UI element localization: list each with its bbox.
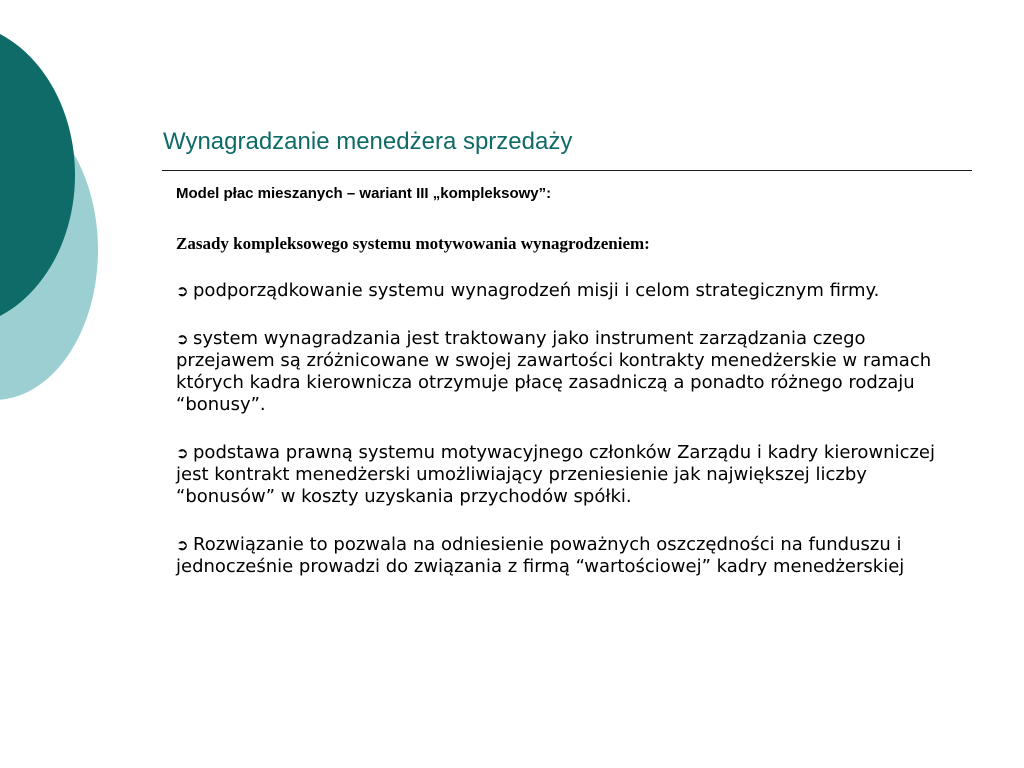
slide-body bbox=[176, 184, 966, 604]
arrow-bullet-icon: ➲ bbox=[176, 536, 189, 554]
list-item bbox=[176, 280, 966, 302]
bullet-text: podstawa prawną systemu motywacyjnego członków Zarządu i kadry kierowniczej jest kontrakt menedżerski umożliwiający przeniesienie jak największej liczby “bonusów” w koszty uzyskania przychodów spółki. bbox=[176, 442, 935, 507]
arrow-bullet-icon: ➲ bbox=[176, 282, 189, 300]
principles-heading: Zasady kompleksowego systemu motywowania wynagrodzeniem: bbox=[176, 234, 650, 253]
slide-subtitle: Model płac mieszanych – wariant III „kompleksowy”: bbox=[176, 185, 552, 202]
arrow-bullet-icon: ➲ bbox=[176, 330, 189, 348]
arrow-bullet-icon: ➲ bbox=[176, 444, 189, 462]
bullet-text: podporządkowanie systemu wynagrodzeń misji i celom strategicznym firmy. bbox=[193, 280, 880, 301]
list-item bbox=[176, 442, 966, 508]
bullet-text: Rozwiązanie to pozwala na odniesienie poważnych oszczędności na funduszu i jednocześnie prowadzi do związania z firmą “wartościowej” kadry menedżerskiej bbox=[176, 534, 905, 577]
bullet-text: system wynagradzania jest traktowany jako instrument zarządzania czego przejawem są zróżnicowane w swojej zawartości kontrakty menedżerskie w ramach których kadra kierownicza otrzymuje płacę zasadniczą a ponadto różnego rodzaju “bonusy”. bbox=[176, 328, 932, 415]
title-divider bbox=[162, 170, 972, 171]
slide-title: Wynagradzanie menedżera sprzedaży bbox=[163, 128, 573, 155]
bullet-list bbox=[176, 280, 966, 578]
list-item bbox=[176, 328, 966, 416]
list-item bbox=[176, 534, 966, 578]
